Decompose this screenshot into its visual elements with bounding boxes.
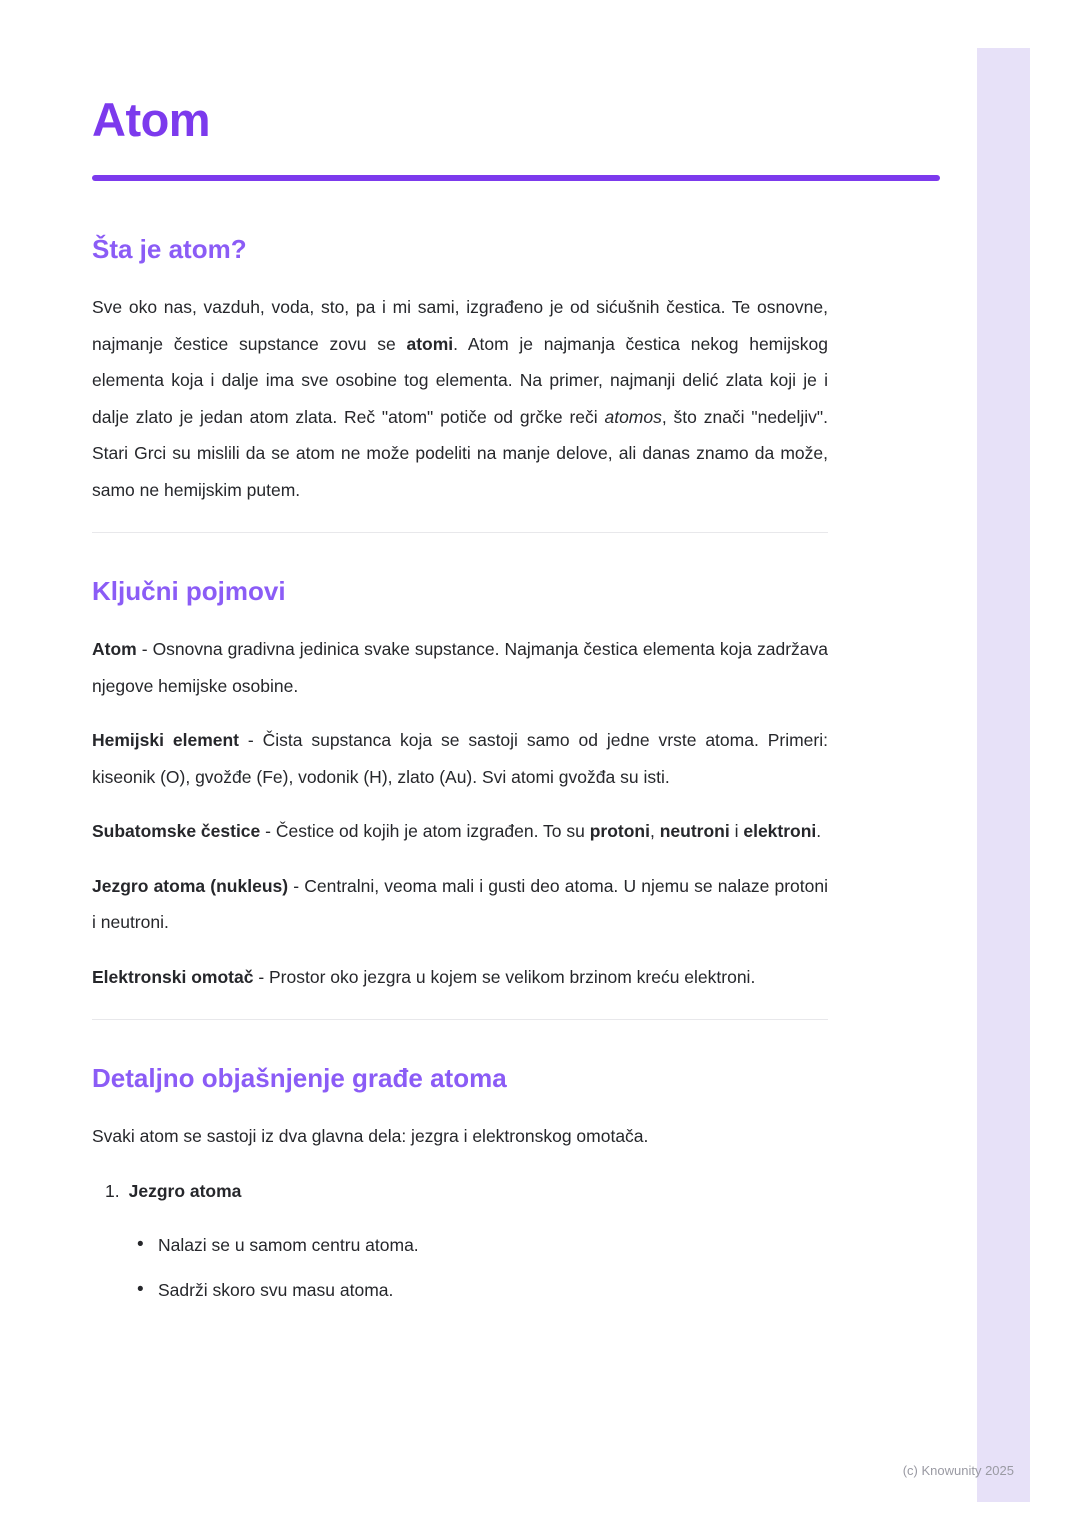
list-number: 1. xyxy=(105,1180,120,1201)
title-divider xyxy=(92,175,940,181)
document-page xyxy=(92,92,828,1317)
section-what-is-atom xyxy=(92,233,828,508)
numbered-list-item xyxy=(92,1173,828,1209)
paragraph: Sve oko nas, vazduh, voda, sto, pa i mi sami, izgrađeno je od sićušnih čestica. Te osnovne, najmanje čestice supstance zovu se atomi. Atom je najmanja čestica nekog hemijskog elementa koja i dalje ima sve osobine tog elementa. Na primer, najmanji delić zlata koji je i dalje zlato je jedan atom zlata. Reč "atom" potiče od grčke reči atomos, što znači "nedeljiv". Stari Grci su mislili da se atom ne može podeliti na manje delove, ali danas znamo da može, samo ne hemijskim putem. xyxy=(92,297,829,500)
paragraph: Hemijski element - Čista supstanca koja se sastoji samo od jedne vrste atoma. Primeri: kiseonik (O), gvožđe (Fe), vodonik (H), zlato (Au). Svi atomi gvožđa su isti. xyxy=(92,730,828,787)
section-key-terms xyxy=(92,575,828,995)
section-divider xyxy=(92,532,828,533)
bullet-item: • Sadrži skoro svu masu atoma. xyxy=(92,1272,828,1308)
section-heading-key-terms: Ključni pojmovi xyxy=(92,576,286,606)
section-atom-structure xyxy=(92,1062,828,1308)
paragraph: Atom - Osnovna gradivna jedinica svake supstance. Najmanja čestica elementa koja zadržava njegove hemijske osobine. xyxy=(92,639,828,696)
paragraph: Jezgro atoma (nukleus) - Centralni, veoma mali i gusti deo atoma. U njemu se nalaze protoni i neutroni. xyxy=(92,875,828,932)
bullet-item: • Nalazi se u samom centru atoma. xyxy=(92,1227,828,1263)
paragraph: Subatomske čestice - Čestice od kojih je atom izgrađen. To su protoni, neutroni i elektroni. xyxy=(92,821,822,841)
page-title: Atom xyxy=(92,93,211,146)
section-heading-atom-structure: Detaljno objašnjenje građe atoma xyxy=(92,1063,507,1093)
paragraph: Elektronski omotač - Prostor oko jezgra u kojem se velikom brzinom kreću elektroni. xyxy=(92,966,756,987)
bullet-list xyxy=(92,1227,828,1308)
side-stripe xyxy=(977,48,1030,1502)
list-item-label: Jezgro atoma xyxy=(128,1180,242,1201)
footer-copyright: (c) Knowunity 2025 xyxy=(902,1463,1014,1478)
section-heading-what-is-atom: Šta je atom? xyxy=(92,234,247,264)
section-divider xyxy=(92,1019,828,1020)
paragraph: Svaki atom se sastoji iz dva glavna dela: jezgra i elektronskog omotača. xyxy=(92,1126,649,1146)
